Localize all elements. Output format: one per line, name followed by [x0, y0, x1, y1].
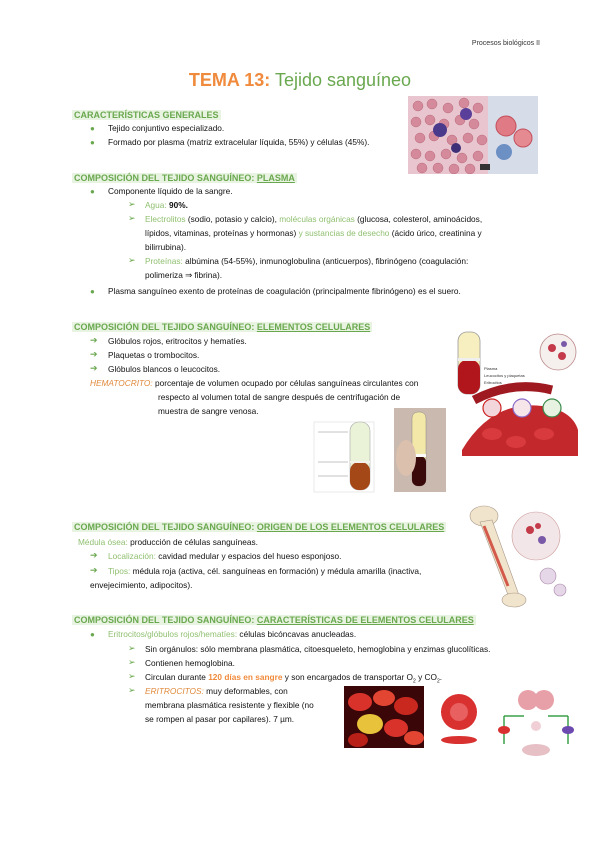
- text-line: ERITROCITOS: muy deformables, con: [145, 686, 288, 696]
- blood-smear-image: [408, 96, 538, 174]
- arrow-bullet: ➢: [128, 685, 136, 695]
- text-line: muestra de sangre venosa.: [158, 406, 259, 416]
- text-line: lípidos, vitaminas, proteínas y hormonas) y sustancias de desecho (ácido úrico, creatinina y: [145, 228, 482, 238]
- svg-text:Plasma: Plasma: [484, 366, 498, 371]
- text-line: HEMATOCRITO: porcentaje de volumen ocupado por células sanguíneas circulantes con: [90, 378, 419, 388]
- section-title-general: CARACTERÍSTICAS GENERALES: [74, 110, 219, 120]
- arrow-bullet: ➔: [90, 335, 98, 345]
- bullet: ●: [90, 630, 95, 639]
- text-line: Eritrocitos/glóbulos rojos/hematíes: células bicóncavas anucleadas.: [108, 629, 357, 639]
- section-title-plasma: COMPOSICIÓN DEL TEJIDO SANGUÍNEO: PLASMA: [74, 173, 295, 183]
- text-line: envejecimiento, adipocitos).: [90, 580, 193, 590]
- section-title-cell-characteristics: COMPOSICIÓN DEL TEJIDO SANGUÍNEO: CARACTERÍSTICAS DE ELEMENTOS CELULARES: [74, 615, 474, 625]
- arrow-bullet: ➔: [90, 349, 98, 359]
- text-line: Agua: 90%.: [145, 200, 188, 210]
- text-line: Glóbulos rojos, eritrocitos y hematíes.: [108, 336, 247, 346]
- hematocrit-tube-photo: [394, 408, 446, 492]
- red-cells-micrograph: [344, 686, 424, 748]
- page-header: Procesos biológicos II: [471, 40, 540, 47]
- text-line: Plasma sanguíneo exento de proteínas de coagulación (principalmente fibrinógeno) es el suero.: [108, 286, 461, 296]
- text-line: Plaquetas o trombocitos.: [108, 350, 200, 360]
- bone-marrow-illustration: [456, 500, 576, 608]
- erythrocyte-diagram: [434, 690, 484, 748]
- section-title-origin: COMPOSICIÓN DEL TEJIDO SANGUÍNEO: ORIGEN DE LOS ELEMENTOS CELULARES: [74, 522, 445, 532]
- arrow-bullet: ➔: [90, 550, 98, 560]
- text-line: Componente líquido de la sangre.: [108, 186, 233, 196]
- svg-text:Leucocitos y plaquetas: Leucocitos y plaquetas: [484, 373, 525, 378]
- hematocrit-tube-diagram: [278, 418, 388, 494]
- bullet: ●: [90, 124, 95, 133]
- text-line: Proteínas: albúmina (54-55%), inmunoglobulina (anticuerpos), fibrinógeno (coagulación:: [145, 256, 469, 266]
- section-title-cellular: COMPOSICIÓN DEL TEJIDO SANGUÍNEO: ELEMENTOS CELULARES: [74, 322, 371, 332]
- text-line: Electrolitos (sodio, potasio y calcio), moléculas orgánicas (glucosa, colesterol, aminoácidos,: [145, 214, 483, 224]
- oxygen-transport-diagram: [490, 686, 582, 760]
- text-line: se rompen al pasar por capilares). 7 µm.: [145, 714, 295, 724]
- text-line: Tejido conjuntivo especializado.: [108, 123, 225, 133]
- bullet: ●: [90, 187, 95, 196]
- text-line: Contienen hemoglobina.: [145, 658, 235, 668]
- text-line: bilirrubina).: [145, 242, 187, 252]
- text-line: Localización: cavidad medular y espacios del hueso esponjoso.: [108, 551, 342, 561]
- text-line: Médula ósea: producción de células sanguíneas.: [78, 537, 258, 547]
- text-line: Tipos: médula roja (activa, cél. sanguíneas en formación) y médula amarilla (inactiva,: [108, 566, 422, 576]
- svg-text:Eritrocitos: Eritrocitos: [484, 380, 502, 385]
- bullet: ●: [90, 138, 95, 147]
- arrow-bullet: ➔: [90, 565, 98, 575]
- text-line: membrana plasmática resistente y flexible (no: [145, 700, 314, 710]
- blood-composition-illustration: [452, 330, 580, 456]
- text-line: respecto al volumen total de sangre después de centrifugación de: [158, 392, 401, 402]
- arrow-bullet: ➢: [128, 255, 136, 265]
- arrow-bullet: ➢: [128, 671, 136, 681]
- text-line: polimeriza ⇒ fibrina).: [145, 270, 223, 280]
- arrow-bullet: ➢: [128, 213, 136, 223]
- text-line: Circulan durante 120 días en sangre y son encargados de transportar $O_2$ y $CO_2$.: [145, 672, 443, 685]
- bullet: ●: [90, 287, 95, 296]
- page-title: TEMA 13: Tejido sanguíneo: [188, 70, 412, 90]
- text-line: Formado por plasma (matriz extracelular líquida, 55%) y células (45%).: [108, 137, 370, 147]
- arrow-bullet: ➢: [128, 643, 136, 653]
- text-line: Glóbulos blancos o leucocitos.: [108, 364, 221, 374]
- arrow-bullet: ➢: [128, 657, 136, 667]
- arrow-bullet: ➢: [128, 199, 136, 209]
- text-line: Sin orgánulos: sólo membrana plasmática, citoesqueleto, hemoglobina y enzimas glucolíticas.: [145, 644, 491, 654]
- arrow-bullet: ➔: [90, 363, 98, 373]
